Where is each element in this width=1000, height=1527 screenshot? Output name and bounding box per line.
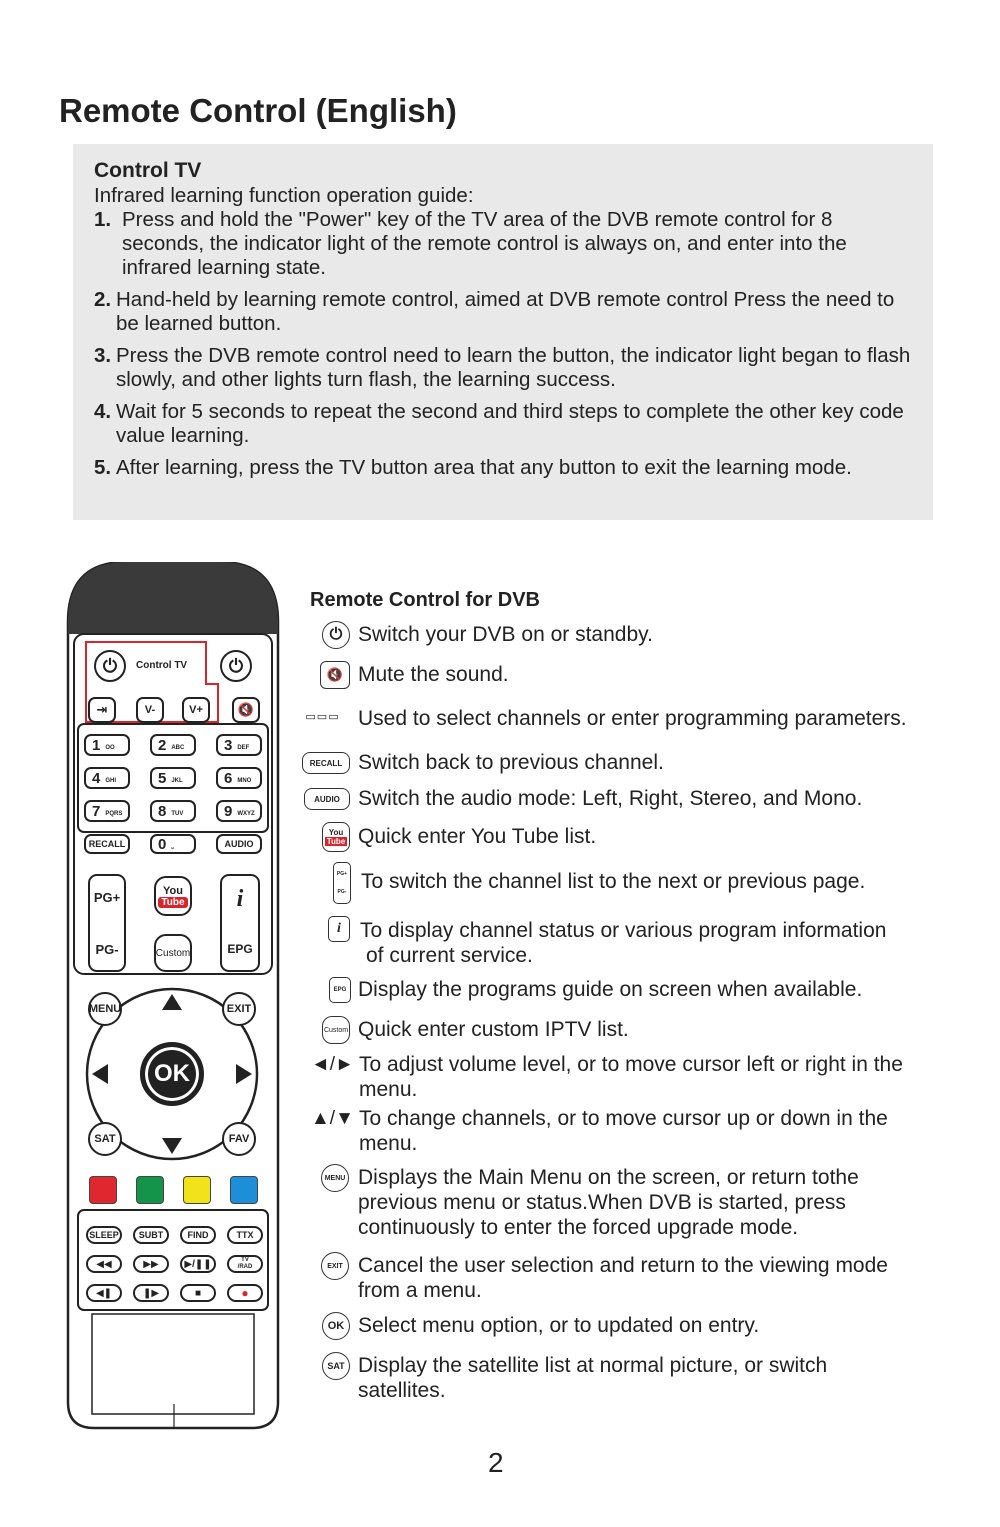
num-key-0[interactable]: 0 ⎵ [150, 834, 196, 854]
learning-step: 2. Hand-held by learning remote control, aimed at DVB remote control Press the need to be learned button. [94, 288, 895, 335]
teletext-button[interactable]: TTX [227, 1226, 263, 1244]
dvb-item-text: Display the satellite list at normal picture, or switch [358, 1354, 828, 1377]
recall-button[interactable]: RECALL [84, 834, 130, 854]
dvb-item-text: Quick enter You Tube list. [358, 825, 597, 848]
audio-button[interactable]: AUDIO [216, 834, 262, 854]
tv-volume-down-button[interactable]: V- [136, 697, 164, 723]
numeric-keypad-icon: ▭▭▭ [294, 701, 351, 731]
menu-button[interactable]: MENU [88, 992, 122, 1026]
mute-icon: 🔇 [320, 661, 350, 689]
sleep-button[interactable]: SLEEP [86, 1226, 122, 1244]
next-button[interactable]: ❚▶ [133, 1284, 169, 1302]
tv-mute-button[interactable]: 🔇 [232, 697, 260, 723]
dvb-item-text: Select menu option, or to updated on entry. [358, 1314, 760, 1337]
learning-step: 3. Press the DVB remote control need to learn the button, the indicator light began to flash slowly, and other lights turn flash, the learning success. [94, 344, 911, 391]
dvb-item-text: Cancel the user selection and return to the viewing mode [358, 1254, 888, 1277]
dvb-item-text: Switch back to previous channel. [358, 751, 664, 774]
red-key[interactable] [89, 1176, 117, 1204]
youtube-button[interactable]: You Tube [154, 876, 192, 916]
info-button[interactable]: i [236, 886, 244, 912]
dvb-item-text: Mute the sound. [358, 663, 509, 686]
dvb-item-text-continued: menu. [359, 1078, 418, 1101]
sat-button[interactable]: SAT [88, 1122, 122, 1156]
page-up-button[interactable]: PG+ [93, 890, 121, 905]
find-button[interactable]: FIND [180, 1226, 216, 1244]
power-icon: ⏻ [322, 621, 350, 649]
play-pause-button[interactable]: ▶/❚❚ [180, 1255, 216, 1273]
dvb-item-text: To change channels, or to move cursor up or down in the [359, 1107, 888, 1130]
page-rocker [88, 874, 126, 972]
tv-input-button[interactable]: ⇥ [88, 697, 116, 723]
dvb-item-text-continued: of current service. [366, 944, 533, 967]
page-keys-icon: PG+ PG- [333, 862, 351, 904]
dvb-item-text-continued: from a menu. [358, 1279, 482, 1302]
sat-key-icon: SAT [322, 1352, 350, 1380]
yellow-key[interactable] [183, 1176, 211, 1204]
dvb-item-text: Used to select channels or enter programming parameters. [358, 707, 907, 730]
exit-button[interactable]: EXIT [222, 992, 256, 1026]
rewind-button[interactable]: ◀◀ [86, 1255, 122, 1273]
epg-key-icon: EPG [329, 977, 351, 1003]
tv-power-button[interactable]: ⏻ [94, 650, 126, 682]
audio-key-icon: AUDIO [304, 788, 350, 810]
dvb-item-text-continued: satellites. [358, 1379, 446, 1402]
left-right-arrows-icon: ◄/► [311, 1054, 354, 1075]
dvb-item-text: Displays the Main Menu on the screen, or return tothe [358, 1166, 859, 1189]
num-key-1[interactable]: 1 OO [84, 734, 130, 756]
custom-key-icon: Custom [322, 1016, 350, 1044]
dvb-item-text: Switch your DVB on or standby. [358, 623, 653, 646]
dvb-item-text: To switch the channel list to the next or previous page. [361, 870, 866, 893]
dvb-item-text-continued: continuously to enter the forced upgrade mode. [358, 1216, 799, 1239]
page-number: 2 [488, 1447, 504, 1478]
previous-button[interactable]: ◀❚ [86, 1284, 122, 1302]
page-title: Remote Control (English) [59, 92, 457, 129]
remote-illustration [66, 562, 280, 1430]
dvb-item-text: Display the programs guide on screen when available. [358, 978, 863, 1001]
num-key-9[interactable]: 9 WXYZ [216, 800, 262, 822]
learning-step: 4. Wait for 5 seconds to repeat the second and third steps to complete the other key code value learning. [94, 400, 904, 447]
control-tv-label: Control TV [136, 660, 188, 671]
epg-button[interactable]: EPG [227, 942, 253, 956]
blue-key[interactable] [230, 1176, 258, 1204]
record-button[interactable]: ● [227, 1284, 263, 1302]
tv-radio-button[interactable]: TV /RAD [227, 1255, 263, 1273]
ok-key-icon: OK [322, 1312, 350, 1340]
num-key-3[interactable]: 3 DEF [216, 734, 262, 756]
learning-step: 1. Press and hold the "Power" key of the TV area of the DVB remote control for 8 seconds, the indicator light of the remote control is always on, and enter into the infrared learning state. [94, 208, 847, 279]
control-tv-intro: Infrared learning function operation guide: [94, 184, 474, 207]
learning-step: 5. After learning, press the TV button area that any button to exit the learning mode. [94, 456, 852, 479]
exit-key-icon: EXIT [321, 1252, 349, 1280]
num-key-4[interactable]: 4 GHI [84, 767, 130, 789]
subtitle-button[interactable]: SUBT [133, 1226, 169, 1244]
stop-button[interactable]: ■ [180, 1284, 216, 1302]
dvb-item-text-continued: menu. [359, 1132, 418, 1155]
up-down-arrows-icon: ▲/▼ [311, 1108, 354, 1129]
info-key-icon: i [328, 916, 350, 942]
info-epg-rocker [220, 874, 260, 972]
recall-key-icon: RECALL [302, 752, 350, 774]
green-key[interactable] [136, 1176, 164, 1204]
dvb-item-text-continued: previous menu or status.When DVB is started, press [358, 1191, 846, 1214]
dvb-title: Remote Control for DVB [310, 589, 540, 611]
num-key-6[interactable]: 6 MNO [216, 767, 262, 789]
ok-button[interactable]: OK [140, 1042, 204, 1106]
tv-volume-up-button[interactable]: V+ [182, 697, 210, 723]
dvb-item-text: To adjust volume level, or to move cursor left or right in the [359, 1053, 903, 1076]
learning-steps [94, 208, 911, 480]
num-key-5[interactable]: 5 JKL [150, 767, 196, 789]
num-key-2[interactable]: 2 ABC [150, 734, 196, 756]
custom-button[interactable]: Custom [154, 934, 192, 972]
control-tv-heading: Control TV [94, 159, 202, 182]
youtube-key-icon: You Tube [322, 822, 350, 852]
dvb-item-text: Switch the audio mode: Left, Right, Stereo, and Mono. [358, 787, 863, 810]
dvb-item-text: Quick enter custom IPTV list. [358, 1018, 629, 1041]
fav-button[interactable]: FAV [222, 1122, 256, 1156]
dvb-item-text: To display channel status or various program information [360, 919, 887, 942]
menu-key-icon: MENU [321, 1164, 349, 1192]
num-key-7[interactable]: 7 PQRS [84, 800, 130, 822]
fast-forward-button[interactable]: ▶▶ [133, 1255, 169, 1273]
control-tv-section [73, 144, 933, 520]
page-down-button[interactable]: PG- [95, 942, 119, 957]
num-key-8[interactable]: 8 TUV [150, 800, 196, 822]
power-button[interactable]: ⏻ [220, 650, 252, 682]
